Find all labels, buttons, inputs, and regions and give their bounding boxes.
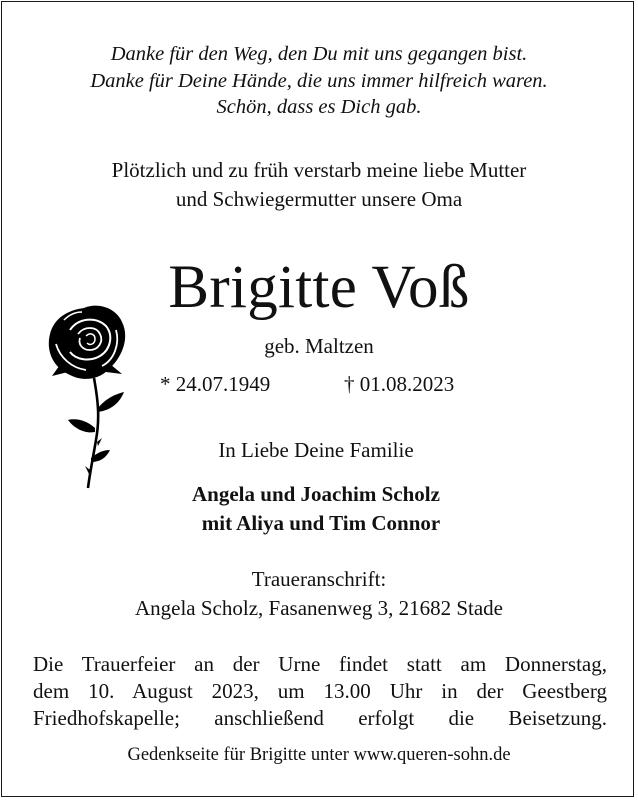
poem-line: Danke für den Weg, den Du mit uns gegangen bist. xyxy=(110,43,528,65)
family-line: Angela und Joachim Scholz xyxy=(192,482,440,506)
poem-line: Danke für Deine Hände, die uns immer hilfreich waren. xyxy=(90,69,548,92)
poem-line: Schön, dass es Dich gab. xyxy=(216,96,422,118)
service-line: Friedhofskapelle; anschließend erfolgt die Beisetzung. xyxy=(33,706,607,730)
address-label: Traueranschrift: xyxy=(251,567,387,591)
memorial-page-text: Gedenkseite für Brigitte unter www.queren-sohn.de xyxy=(127,745,511,765)
intro-line: Plötzlich und zu früh verstarb meine liebe Mutter xyxy=(111,158,527,182)
family-names xyxy=(0,480,632,538)
deceased-name: Brigitte Voß xyxy=(168,254,470,321)
mourning-address xyxy=(0,565,638,623)
address-value: Angela Scholz, Fasanenweg 3, 21682 Stade xyxy=(134,596,503,620)
service-line: dem 10. August 2023, um 13.00 Uhr in der Geestberg xyxy=(33,679,607,703)
funeral-service-text xyxy=(33,651,607,732)
family-line: mit Aliya und Tim Connor xyxy=(201,511,441,535)
birth-date: * 24.07.1949 xyxy=(160,372,271,396)
death-date: † 01.08.2023 xyxy=(344,372,455,396)
born-name: geb. Maltzen xyxy=(264,334,374,358)
service-line: Die Trauerfeier an der Urne findet statt am Donnerstag, xyxy=(33,652,607,676)
family-intro: In Liebe Deine Familie xyxy=(218,438,414,462)
intro-text xyxy=(0,156,638,213)
intro-line: und Schwiegermutter unsere Oma xyxy=(175,186,463,211)
poem xyxy=(0,41,638,121)
